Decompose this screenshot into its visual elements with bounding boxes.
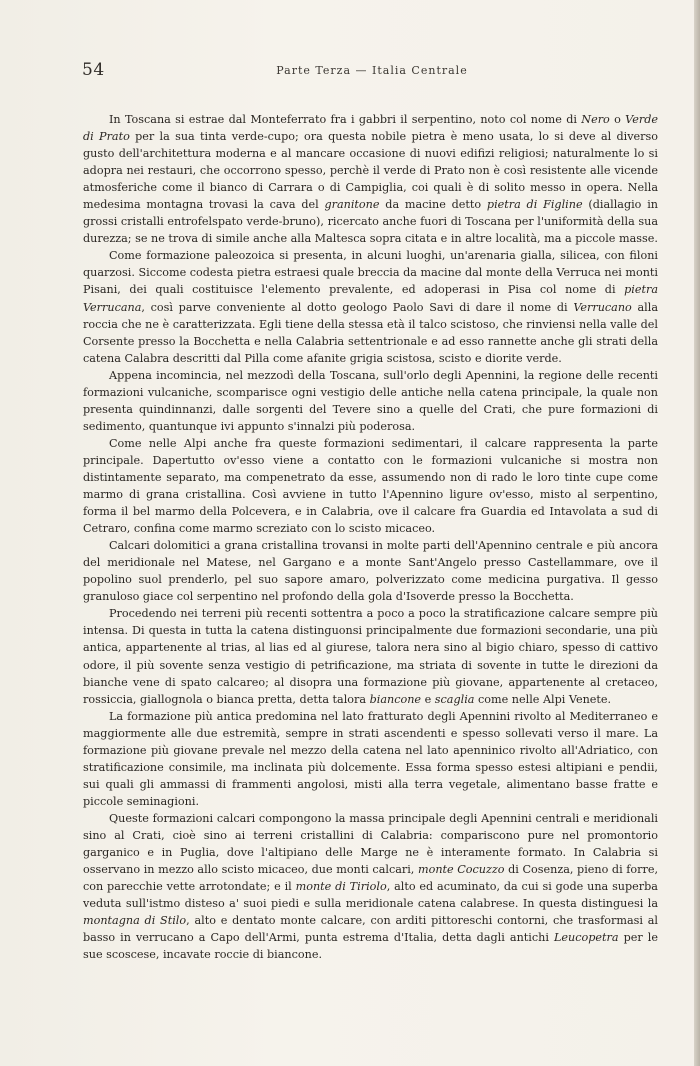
text-run: e: [421, 692, 435, 706]
paragraph: [83, 367, 658, 435]
paragraph: [83, 435, 658, 537]
text-run: , così parve conveniente al dotto geologo Paolo Savi di dare il nome di: [141, 300, 574, 314]
paragraph: [83, 247, 658, 366]
text-run: Procedendo nei terreni più recenti sottentra a poco a poco la stratificazione calcare sempre più intensa. Di questa in tutta la catena distinguonsi principalmente due formazioni secondarie, una più antica, appartenente al trias, al lias ed al giurese, talora nera sino al bigio chiaro, spesso di cattivo odore, il più sovente senza vestigio di petrificazione, ma striata di sovente in tutte le direzioni da bianche vene di spato calcareo; al disopra una formazione più giovane, appartenente al cretaceo, rossiccia, giallognola o bianca pretta, detta talora: [83, 607, 658, 706]
text-run: Calcari dolomitici a grana cristallina trovansi in molte parti dell'Apennino centrale e più ancora del meridionale nel Matese, nel Gargano e a monte Sant'Angelo presso Castellammare, ove il popolino suol prenderlo, pel suo sapore amaro, polverizzato come medicina purgativa. Il gesso granuloso giace col serpentino nel profondo della gola d'Isoverde presso la Bocchetta.: [83, 539, 658, 604]
italic-term: biancone: [369, 692, 422, 706]
italic-term: Verde di Prato: [83, 113, 658, 144]
italic-term: pietra di Figline: [486, 198, 583, 212]
italic-term: pietra Verrucana: [83, 283, 658, 314]
running-head: Parte Terza — Italia Centrale: [276, 64, 468, 77]
page-header: [82, 60, 662, 80]
text-run: di Cosenza, pieno di forre, con parecchie vette arrotondate; e il: [83, 863, 659, 894]
text-run: (diallagio in grossi cristalli entrofelspato verde-bruno), ricercato anche fuori di Toscana per l'uniformità della sua durezza; se ne trova di simile anche alla Maltesca sopra citata e in altre località, ma a piccole masse.: [83, 198, 658, 246]
text-run: Appena incomincia, nel mezzodì della Toscana, sull'orlo degli Apennini, la regione delle recenti formazioni vulcaniche, scomparisce ogni vestigio delle antiche nella catena principale, la quale non presenta quindinnanzi, dalle sorgenti del Tevere sino a quelle del Crati, che pure formazioni di sedimento, quantunque ivi appunto s'innalzi più poderosa.: [83, 368, 658, 433]
italic-term: monte Cocuzzo: [417, 863, 505, 877]
text-run: Come formazione paleozoica si presenta, in alcuni luoghi, un'arenaria gialla, silicea, con filoni quarzosi. Siccome codesta pietra estraesi quale breccia da macine dal monte della Verruca nei monti Pisani, dei quali costituisce l'elemento prevalente, ed adoperasi in Pisa col nome di: [83, 249, 658, 297]
paragraph: [83, 111, 658, 247]
paragraph: [83, 605, 658, 707]
text-run: per le sue scoscese, incavate roccie di biancone.: [83, 931, 658, 962]
text-run: , alto ed acuminato, da cui si gode una superba veduta sull'istmo disteso a' suoi piedi e sulla meridionale catena calabrese. In questa distinguesi la: [83, 880, 658, 911]
paragraph: [83, 708, 658, 810]
text-run: , alto e dentato monte calcare, con arditi pittoreschi contorni, che trasformasi al basso in verrucano a Capo dell'Armi, punta estrema d'Italia, detta dagli antichi: [83, 914, 658, 945]
page-number: 54: [82, 60, 105, 80]
paragraph: [83, 537, 658, 605]
italic-term: granitone: [324, 198, 380, 212]
text-run: La formazione più antica predomina nel lato fratturato degli Apennini rivolto al Mediterraneo e maggiormente alle due estremità, sempre in strati ascendenti e spesso sollevati verso il mare. La formazione più giovane prevale nel mezzo della catena nel lato apenninico rivolto all'Adriatico, con stratificazione consimile, ma inclinata più dolcemente. Essa forma spesso estesi altipiani e pendii, sui quali gli ammassi di frammenti angolosi, misti alla terra vegetale, alimentano basse fratte e piccole seminagioni.: [83, 709, 658, 808]
paragraph: [83, 810, 658, 963]
text-run: Queste formazioni calcari compongono la massa principale degli Apennini centrali e meridionali sino al Crati, cioè sino ai terreni cristallini di Calabria: compariscono pure nel promontorio garganico e in Puglia, dove l'altipiano delle Marge ne è interamente formato. In Calabria si osservano in mezzo allo scisto micaceo, due monti calcari,: [83, 811, 658, 877]
text-run: In Toscana si estrae dal Monteferrato fra i gabbri il serpentino, noto col nome di: [109, 113, 582, 126]
italic-term: scaglia: [434, 692, 475, 706]
italic-term: Verrucano: [573, 300, 632, 314]
text-run: da macine detto: [379, 198, 487, 212]
body-text: [83, 111, 658, 963]
text-run: come nelle Alpi Venete.: [474, 692, 612, 706]
italic-term: Nero: [581, 113, 610, 126]
italic-term: montagna di Stilo: [83, 914, 187, 928]
page-edge-shadow: [694, 0, 700, 1066]
text-run: o: [609, 113, 626, 126]
text-run: per la sua tinta verde-cupo; ora questa nobile pietra è meno usata, lo si deve al diverso gusto dell'architettura moderna e al mancare occasione di nuovi edifizi religiosi; naturalmente lo si adopra nei restauri, che occorrono spesso, perchè il verde di Prato non è così resistente alle vicende atmosferiche come il bianco di Carrara o di Campiglia, coi quali è di solito messo in opera. Nella medesima montagna trovasi la cava del: [83, 130, 658, 212]
text-run: Come nelle Alpi anche fra queste formazioni sedimentari, il calcare rappresenta la parte principale. Dapertutto ov'esso viene a contatto con le formazioni vulcaniche si mostra non distintamente separato, ma compenetrato da esse, assumendo non di rado le loro tinte cupe come marmo di grana cristallina. Così avviene in tutto l'Apennino ligure ov'esso, misto al serpentino, forma il bel marmo della Polcevera, e in Calabria, ove il calcare fra Guardia ed Intavolata a sud di Cetraro, confina come marmo screziato con lo scisto micaceo.: [83, 436, 658, 536]
italic-term: monte di Tiriolo: [295, 880, 387, 894]
text-run: alla roccia che ne è caratterizzata. Egli tiene della stessa età il talco scistoso, che rinviensi nella valle del Corsente presso la Bocchetta e nella Calabria settentrionale e ad esso rannette anche gli strati della catena Calabra descritti dal Pilla come afanite grigia scistosa, scisto e diorite verde.: [83, 300, 658, 365]
italic-term: Leucopetra: [553, 931, 619, 945]
